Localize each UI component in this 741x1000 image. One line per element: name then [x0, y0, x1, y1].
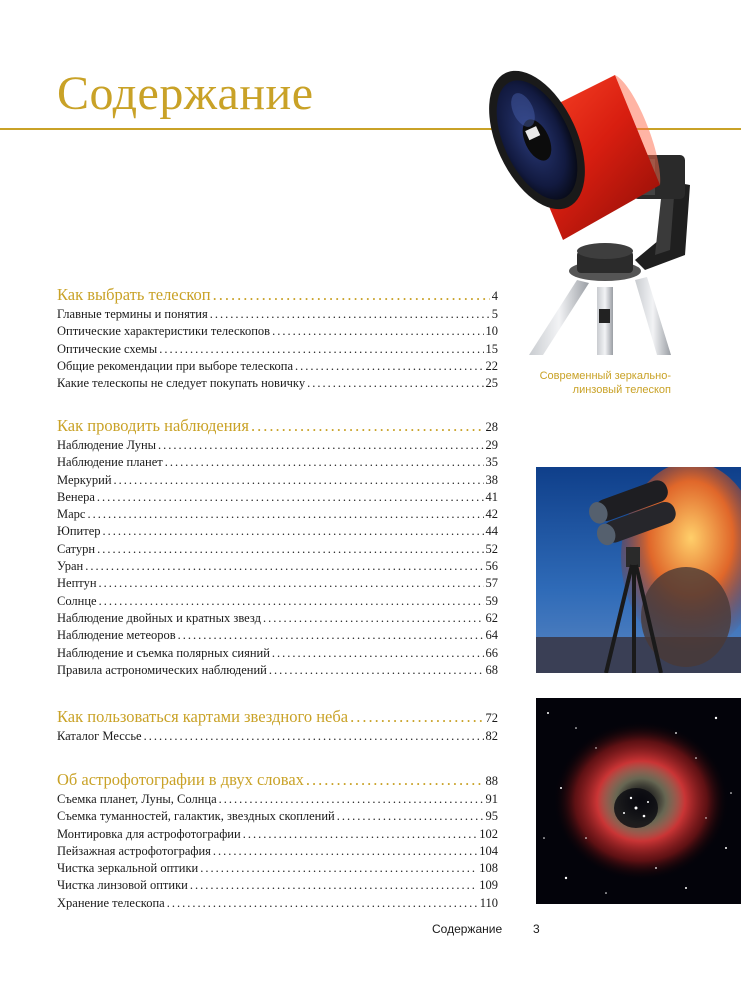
- toc-entry-title: Монтировка для астрофотографии: [57, 826, 241, 841]
- toc-page-number: 64: [485, 628, 498, 643]
- toc-section-title: Как пользоваться картами звездного неба: [57, 707, 349, 726]
- toc-entry-title: Венера: [57, 489, 95, 504]
- toc-page-number: 4: [491, 289, 498, 303]
- binocular-observer-photo: [536, 467, 741, 673]
- toc-entry-title: Съемка планет, Луны, Солнца: [57, 792, 217, 806]
- toc-entry-title: Правила астрономических наблюдений: [57, 662, 267, 677]
- toc-page-number: 91: [485, 792, 498, 806]
- toc-entry-title: Уран: [57, 559, 84, 574]
- toc-entry-title: Юпитер: [57, 524, 101, 539]
- leader-dots: [190, 877, 477, 894]
- toc-entry-title: Хранение телескопа: [57, 895, 165, 910]
- leader-dots: [144, 728, 484, 745]
- toc-page-number: 5: [491, 307, 498, 321]
- toc-entry-title: Съемка туманностей, галактик, звездных скоплений: [57, 809, 335, 824]
- toc-group-3: [57, 706, 498, 745]
- toc-entry[interactable]: [57, 791, 498, 808]
- toc-entry-title: Сатурн: [57, 541, 96, 556]
- toc-entry-title: Чистка линзовой оптики: [57, 878, 188, 893]
- toc-page-number: 42: [485, 507, 498, 522]
- toc-page-number: 104: [479, 843, 498, 858]
- toc-section[interactable]: [57, 415, 498, 437]
- toc-entry[interactable]: [57, 593, 498, 610]
- toc-page-number: 62: [485, 610, 498, 625]
- toc-group-4: [57, 769, 498, 912]
- telescope-photo: [485, 55, 741, 355]
- leader-dots: [307, 375, 483, 392]
- leader-dots: [97, 541, 483, 558]
- leader-dots: [97, 489, 484, 506]
- leader-dots: [200, 860, 477, 877]
- toc-page-number: 110: [479, 895, 498, 910]
- leader-dots: [158, 437, 483, 454]
- toc-entry[interactable]: [57, 826, 498, 843]
- toc-entry[interactable]: [57, 341, 498, 358]
- toc-page-number: 59: [485, 593, 498, 608]
- toc-entry-title: Какие телескопы не следует покупать новичку: [57, 376, 306, 391]
- toc-entry[interactable]: [57, 489, 498, 506]
- leader-dots: [165, 454, 484, 471]
- toc-entry[interactable]: [57, 808, 498, 825]
- toc-page-number: 35: [485, 455, 498, 470]
- toc-page-number: 95: [485, 809, 498, 824]
- footer-section-label: Содержание: [432, 922, 503, 936]
- toc-entry[interactable]: [57, 454, 498, 471]
- leader-dots: [350, 706, 483, 728]
- leader-dots: [263, 610, 484, 627]
- rosette-nebula-photo: [536, 698, 741, 904]
- leader-dots: [99, 593, 484, 610]
- toc-entry[interactable]: [57, 895, 498, 912]
- toc-entry-title: Общие рекомендации при выборе телескопа: [57, 358, 294, 373]
- leader-dots: [87, 506, 483, 523]
- toc-page-number: 82: [485, 729, 498, 743]
- toc-page-number: 38: [485, 472, 498, 487]
- toc-page-number: 22: [485, 358, 498, 373]
- toc-page-number: 25: [485, 376, 498, 391]
- leader-dots: [99, 575, 484, 592]
- toc-entry[interactable]: [57, 358, 498, 375]
- toc-entry[interactable]: [57, 662, 498, 679]
- leader-dots: [167, 895, 478, 912]
- leader-dots: [243, 826, 478, 843]
- toc-entry[interactable]: [57, 728, 498, 745]
- toc-section-title: Как выбрать телескоп: [57, 285, 211, 304]
- toc-page-number: 52: [485, 541, 498, 556]
- toc-page-number: 66: [485, 645, 498, 660]
- toc-entry[interactable]: [57, 575, 498, 592]
- toc-page-number: 88: [485, 774, 498, 788]
- leader-dots: [213, 284, 490, 306]
- leader-dots: [269, 662, 484, 679]
- toc-entry[interactable]: [57, 375, 498, 392]
- toc-entry[interactable]: [57, 437, 498, 454]
- toc-entry-title: Меркурий: [57, 472, 112, 487]
- leader-dots: [219, 791, 484, 808]
- toc-page-number: 109: [479, 878, 498, 893]
- page-title: Содержание: [57, 67, 314, 120]
- toc-group-2: [57, 415, 498, 679]
- toc-page-number: 10: [485, 324, 498, 339]
- toc-page-number: 108: [479, 861, 498, 876]
- toc-entry[interactable]: [57, 627, 498, 644]
- toc-entry-title: Чистка зеркальной оптики: [57, 861, 199, 876]
- toc-entry-title: Пейзажная астрофотография: [57, 843, 211, 858]
- toc-entry[interactable]: [57, 472, 498, 489]
- toc-entry-title: Наблюдение и съемка полярных сияний: [57, 645, 270, 660]
- leader-dots: [178, 627, 484, 644]
- leader-dots: [251, 415, 484, 437]
- toc-entry[interactable]: [57, 541, 498, 558]
- toc-entry-title: Каталог Мессье: [57, 729, 142, 743]
- toc-section[interactable]: [57, 284, 498, 306]
- footer-page-number: 3: [533, 922, 540, 936]
- toc-entry-title: Оптические характеристики телескопов: [57, 324, 271, 339]
- toc-entry[interactable]: [57, 877, 498, 894]
- toc-page-number: 29: [485, 438, 498, 452]
- toc-page-number: 57: [485, 576, 498, 591]
- leader-dots: [114, 472, 484, 489]
- toc-section-title: Как проводить наблюдения: [57, 416, 249, 435]
- figure-caption: Современный зеркально-линзовый телескоп: [539, 370, 671, 396]
- leader-dots: [85, 558, 483, 575]
- toc-section[interactable]: [57, 769, 498, 791]
- toc-page-number: 44: [485, 524, 498, 539]
- toc-entry-title: Наблюдение Луны: [57, 438, 157, 452]
- toc-entry[interactable]: [57, 610, 498, 627]
- toc-page-number: 68: [485, 662, 498, 677]
- leader-dots: [295, 358, 483, 375]
- toc-entry[interactable]: [57, 645, 498, 662]
- toc-page-number: 28: [485, 420, 498, 434]
- leader-dots: [103, 523, 484, 540]
- leader-dots: [213, 843, 477, 860]
- toc-entry-title: Солнце: [57, 593, 97, 608]
- toc-entry[interactable]: [57, 306, 498, 323]
- leader-dots: [210, 306, 490, 323]
- toc-entry[interactable]: [57, 523, 498, 540]
- toc-page-number: 15: [485, 341, 498, 356]
- toc-page-number: 102: [479, 826, 498, 841]
- toc-entry-title: Нептун: [57, 576, 97, 591]
- toc-entry-title: Наблюдение метеоров: [57, 628, 176, 643]
- toc-page-number: 72: [485, 711, 498, 725]
- toc-entry-title: Наблюдение двойных и кратных звезд: [57, 610, 261, 625]
- toc-entry-title: Наблюдение планет: [57, 455, 163, 470]
- leader-dots: [272, 323, 483, 340]
- toc-entry[interactable]: [57, 843, 498, 860]
- toc-entry-title: Марс: [57, 507, 86, 522]
- leader-dots: [337, 808, 484, 825]
- leader-dots: [272, 645, 484, 662]
- toc-section-title: Об астрофотографии в двух словах: [57, 770, 304, 789]
- toc-page-number: 56: [485, 559, 498, 574]
- toc-page-number: 41: [485, 489, 498, 504]
- toc-section[interactable]: [57, 706, 498, 728]
- toc-entry[interactable]: [57, 506, 498, 523]
- toc-entry-title: Оптические схемы: [57, 341, 158, 356]
- toc-group-1: [57, 284, 498, 392]
- toc-entry[interactable]: [57, 558, 498, 575]
- toc-entry-title: Главные термины и понятия: [57, 307, 208, 321]
- leader-dots: [159, 341, 483, 358]
- toc-entry[interactable]: [57, 860, 498, 877]
- toc-entry[interactable]: [57, 323, 498, 340]
- leader-dots: [306, 769, 484, 791]
